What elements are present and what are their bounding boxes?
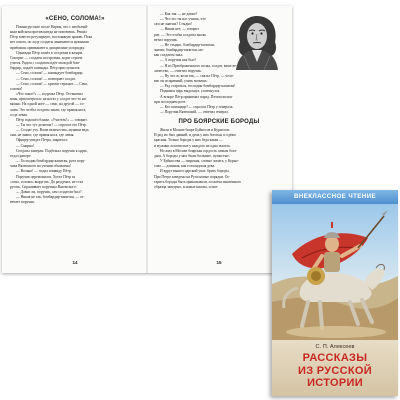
text-line: вечает поручик. bbox=[10, 200, 35, 205]
text-line: лома. Это чтобы солдаты знали, где правая нога, bbox=[10, 107, 87, 112]
text-line: — Никак нет, — говорит bbox=[160, 27, 199, 32]
text-line: значит, бомбардир-капитан, ни- bbox=[154, 48, 204, 53]
text-line: — Вольно! — подал команду Пётр. bbox=[16, 169, 72, 174]
text-line: — Никак не так, бомбардир-капитан, — от- bbox=[16, 195, 85, 200]
text-line: Смотрит — солдаты построены, ходят строем bbox=[10, 55, 83, 60]
text-line: — Я из Преображенского полка, солдат, ваше ве- bbox=[160, 63, 238, 68]
right-page-number: 15 bbox=[216, 260, 222, 265]
text-line: личество, — ответил поручик. bbox=[154, 68, 202, 73]
text-line: нет опыта, по ходу солдаты занимаются нужными bbox=[10, 40, 89, 45]
text-line: ным войском против шведа не повоюешь. Решил bbox=[10, 30, 87, 35]
text-line: — Ты что тут делаешь? — спросил его Пётр. bbox=[16, 122, 87, 127]
text-line: «сено, солома» выругать. Да раздумал, не стал bbox=[10, 179, 84, 184]
text-line: — Что это ты нас учишь, что bbox=[160, 17, 206, 22]
text-line: — Давно ли, поручик, сам солдатом был? bbox=[16, 190, 82, 194]
text-line: — Не стыдно, бомбардир-капитан, bbox=[160, 42, 215, 47]
text-line: У Буйносова — широкая, словно лопата, у Курно- bbox=[160, 159, 239, 164]
text-line: бардир, подаёт команды. Пётр прислушался: bbox=[10, 66, 81, 71]
text-line: учатся. Рядом с солдатом идёт молодой бом- bbox=[10, 61, 80, 66]
section-title: ПРО БОЯРСКИЕ БОРОДЫ bbox=[178, 119, 260, 126]
right-page-text-bottom bbox=[154, 128, 284, 190]
cover-author: С. П. Алексеев bbox=[315, 344, 355, 350]
text-line: При Петре заведено на Руси новые порядки. Ос- bbox=[154, 174, 231, 179]
text-line: — Кто командир? — спросил Пётр у генерала. bbox=[160, 104, 234, 109]
text-line: «Что такое?» — подумал Пётр. Остановил bbox=[16, 92, 83, 97]
text-line: красная. Только бороды у них беда какая — bbox=[154, 138, 223, 143]
text-line: Однажды Пётр зашёл к солдатам в казарм. bbox=[16, 50, 84, 55]
cover-title bbox=[272, 352, 398, 390]
text-line: И род их был давний, и дума у них богатая, и одёжа bbox=[154, 133, 236, 138]
text-line: рит. — Это чтобы солдаты знали, bbox=[154, 32, 207, 37]
text-line: И вдруг вышел царский указ: брить бороды. bbox=[160, 169, 230, 174]
cover-title-area bbox=[272, 340, 398, 396]
text-line: А вскоре Пётр принимал парад. Печатали шаг bbox=[160, 94, 233, 99]
text-line: Солдаты замерли. Подбежал поручик к царю, bbox=[16, 148, 88, 153]
book-cover bbox=[272, 190, 398, 396]
book-spread bbox=[2, 6, 292, 273]
text-line: они, не знают, где правая нога, где левая. bbox=[10, 133, 75, 138]
right-page bbox=[154, 12, 284, 267]
text-line: — Рад стараться, господин бомбардир-капитан! bbox=[160, 84, 236, 89]
text-line: сова — длинная, как голландская дева. bbox=[154, 164, 216, 169]
book-gutter bbox=[146, 6, 148, 273]
cover-title-line-3: ИСТОРИИ bbox=[307, 377, 363, 389]
left-page-title: «СЕНО, СОЛОМА!» bbox=[45, 16, 105, 22]
text-line: Офицер увидел Петра, закричал: bbox=[16, 138, 68, 143]
cover-title-line-2: ИЗ РУССКОЙ bbox=[298, 364, 372, 377]
text-line: Но жил в Москве боярская гордость самым бога- bbox=[160, 148, 238, 153]
text-line: — Как так — не давно? bbox=[160, 12, 198, 16]
text-line: отдал рапорт: bbox=[10, 153, 32, 158]
text-line: коня, присмотрелся: на ногах у солдат что-то на- bbox=[10, 97, 87, 102]
text-line: Помни русские после Нарвы, что с необычай- bbox=[16, 25, 89, 29]
text-line: приёмами, привыкают к дисциплине и порядку. bbox=[10, 45, 85, 50]
text-line: Жили в Москве бояре Буйносов и Курносов. bbox=[160, 128, 230, 133]
text-line: ругать. Спрашивает поручика Вяземского: bbox=[10, 184, 77, 189]
text-line: дым. А бороды у них были большие, пушистые. bbox=[154, 153, 230, 158]
left-page-number: 14 bbox=[72, 260, 78, 265]
left-page bbox=[10, 12, 140, 267]
text-line: — Господин бомбардир-капитан, рота пору- bbox=[16, 159, 86, 164]
text-line: как солдатом знал. bbox=[154, 53, 184, 58]
text-line: — Солдат учу. Ваше величество, мужики ведь bbox=[16, 128, 89, 133]
text-line: при последнем роте. bbox=[154, 99, 187, 104]
series-band: ВНЕКЛАССНОЕ ЧТЕНИЕ bbox=[272, 190, 398, 204]
text-line: вязано. На одной ноге — сено, на другой — со- bbox=[10, 102, 85, 107]
text-line: — Поручик Вяземский, — ответил генерал. bbox=[160, 109, 229, 114]
text-line: образца заведено, и новые школы, и мат- bbox=[154, 184, 219, 189]
text-line: век ты исправный, учить можешь. bbox=[154, 79, 208, 84]
text-line: чика Вяземского на учении объявлена! bbox=[10, 164, 71, 169]
text-line: сам не знаешь? Стыдно! bbox=[154, 22, 193, 27]
peter-portrait-illustration bbox=[230, 12, 284, 70]
text-line: — Ну что ж, коли так, — сказал Пётр, — чело- bbox=[160, 73, 234, 78]
text-line: — Смирно! bbox=[16, 143, 35, 148]
text-line: и мужики лопатистые у каждого не одна тысяча. bbox=[154, 143, 231, 148]
text-line: — Сено, солома! — командует бомбардир. bbox=[16, 71, 84, 76]
text-line: Пётр подошёл ближе. «Учитель!» — говорит. bbox=[16, 117, 88, 122]
text-line: а где левая. bbox=[10, 112, 28, 117]
text-line: Поручик церемонился. Хотел Пётр за bbox=[16, 174, 75, 179]
text-line: солома! bbox=[10, 86, 23, 91]
cover-title-line-1: РАССКАЗЫ bbox=[302, 352, 368, 364]
text-line: тарить бороды быть приказывали, и платья иноземного bbox=[154, 179, 242, 184]
text-line: — А поручик как был? bbox=[160, 58, 197, 63]
right-page-text-middle bbox=[154, 64, 284, 116]
text-line: — Сено, солома! — кричит сержант. — Сено, bbox=[16, 81, 89, 86]
text-line: — Сено, солома! — повторяет солдат. bbox=[16, 76, 76, 81]
text-line: Поднявся царь выдохнул, усмехнулся. bbox=[160, 89, 221, 94]
text-line: ветил поручик. bbox=[154, 37, 178, 42]
text-line: Пётр завести регулярную, постоянную армию. Пока bbox=[10, 35, 93, 40]
left-page-text bbox=[10, 25, 140, 205]
cover-illustration bbox=[272, 204, 398, 340]
